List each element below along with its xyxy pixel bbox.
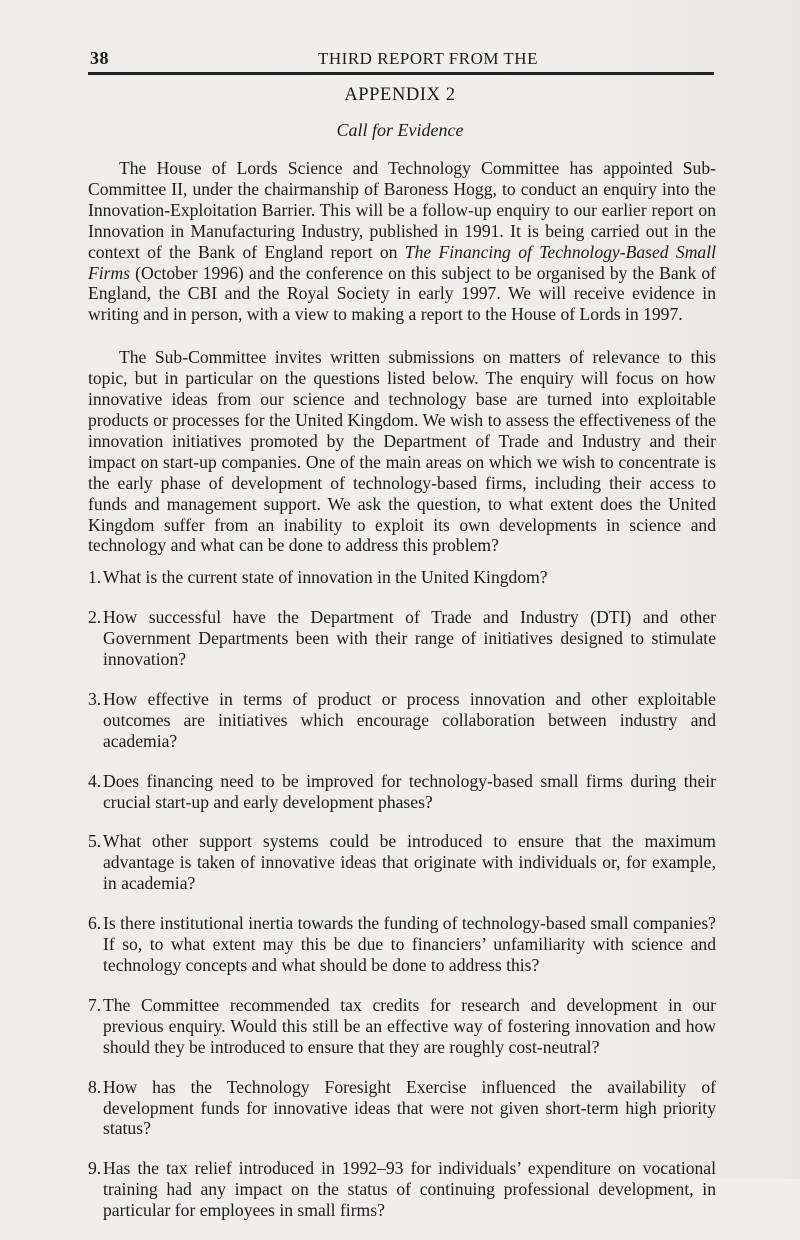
question-list bbox=[88, 567, 716, 1221]
intro-paragraph-tail: (October 1996) and the conference on this subject to be organised by the Bank of England, the CBI and the Royal Society in early 1997. We will receive evidence in writing and in person, with a view to making a report to the House of Lords in 1997. bbox=[88, 262, 716, 325]
question-number: 6. bbox=[88, 913, 102, 934]
list-item bbox=[88, 771, 716, 813]
question-text: Has the tax relief introduced in 1992–93 for individuals’ expenditure on vocational training had any impact on the status of continuing professional development, in particular for employees in small firms? bbox=[103, 1158, 716, 1221]
question-text: The Committee recommended tax credits for research and development in our previous enquiry. Would this still be an effective way of fostering innovation and how should they be introduced to ensure that they are roughly cost-neutral? bbox=[103, 994, 716, 1057]
page-header bbox=[90, 48, 712, 70]
question-text: How effective in terms of product or process innovation and other exploitable outcomes are initiatives which encourage collaboration between industry and academia? bbox=[103, 688, 716, 751]
question-number: 8. bbox=[88, 1076, 102, 1097]
list-item bbox=[88, 913, 716, 976]
list-item bbox=[88, 1158, 716, 1221]
question-number: 9. bbox=[88, 1158, 102, 1179]
body-text bbox=[88, 158, 716, 1240]
scope-paragraph: The Sub-Committee invites written submissions on matters of relevance to this topic, but in particular on the questions listed below. The enquiry will focus on how innovative ideas from our science and technology base are turned into exploitable products or processes for the United Kingdom. We wish to assess the effectiveness of the innovation initiatives promoted by the Department of Trade and Industry and their impact on start-up companies. One of the main areas on which we wish to concentrate is the early phase of development of technology-based firms, including their access to funds and management support. We ask the question, to what extent does the United Kingdom suffer from an inability to exploit its own developments in science and technology and what can be done to address this problem? bbox=[88, 347, 716, 556]
question-number: 1. bbox=[88, 567, 102, 588]
running-title: THIRD REPORT FROM THE bbox=[318, 49, 538, 68]
appendix-subtitle: Call for Evidence bbox=[336, 120, 464, 140]
list-item bbox=[88, 1077, 716, 1140]
list-item bbox=[88, 607, 716, 670]
question-text: Is there institutional inertia towards the funding of technology-based small companies? If so, to what extent may this be due to financiers’ unfamiliarity with science and technology concepts and what should be done to address this? bbox=[103, 913, 716, 975]
intro-paragraph-report-title: The Financing of Technology-Based Small Firms bbox=[88, 241, 716, 283]
question-number: 7. bbox=[88, 994, 102, 1015]
list-item bbox=[88, 567, 716, 588]
page-number: 38 bbox=[90, 48, 109, 68]
question-text: What is the current state of innovation in the United Kingdom? bbox=[103, 567, 548, 588]
question-number: 4. bbox=[88, 770, 102, 791]
question-text: What other support systems could be introduced to ensure that the maximum advantage is taken of innovative ideas that originate with individuals or, for example, in academia? bbox=[103, 831, 716, 894]
intro-paragraph bbox=[88, 158, 716, 325]
header-rule bbox=[88, 72, 714, 75]
question-text: Does financing need to be improved for technology-based small firms during their crucial start-up and early development phases? bbox=[103, 770, 716, 812]
list-item bbox=[88, 831, 716, 894]
question-text: How has the Technology Foresight Exercise influenced the availability of development funds for innovative ideas that were not given short-term high priority status? bbox=[103, 1076, 716, 1139]
question-number: 2. bbox=[88, 607, 102, 628]
appendix-title: APPENDIX 2 bbox=[344, 85, 456, 105]
question-number: 3. bbox=[88, 688, 102, 709]
question-number: 5. bbox=[88, 831, 102, 852]
question-text: How successful have the Department of Trade and Industry (DTI) and other Government Departments been with their range of initiatives designed to stimulate innovation? bbox=[103, 607, 716, 670]
list-item bbox=[88, 995, 716, 1058]
list-item bbox=[88, 689, 716, 752]
intro-paragraph-lead: The House of Lords Science and Technology Committee has appointed Sub-Committee II, under the chairmanship of Baroness Hogg, to conduct an enquiry into the Innovation-Exploitation Barrier. This will be a follow-up enquiry to our earlier report on Innovation in Manufacturing Industry, published in 1991. It is being carried out in the context of the Bank of England report on bbox=[88, 158, 716, 262]
